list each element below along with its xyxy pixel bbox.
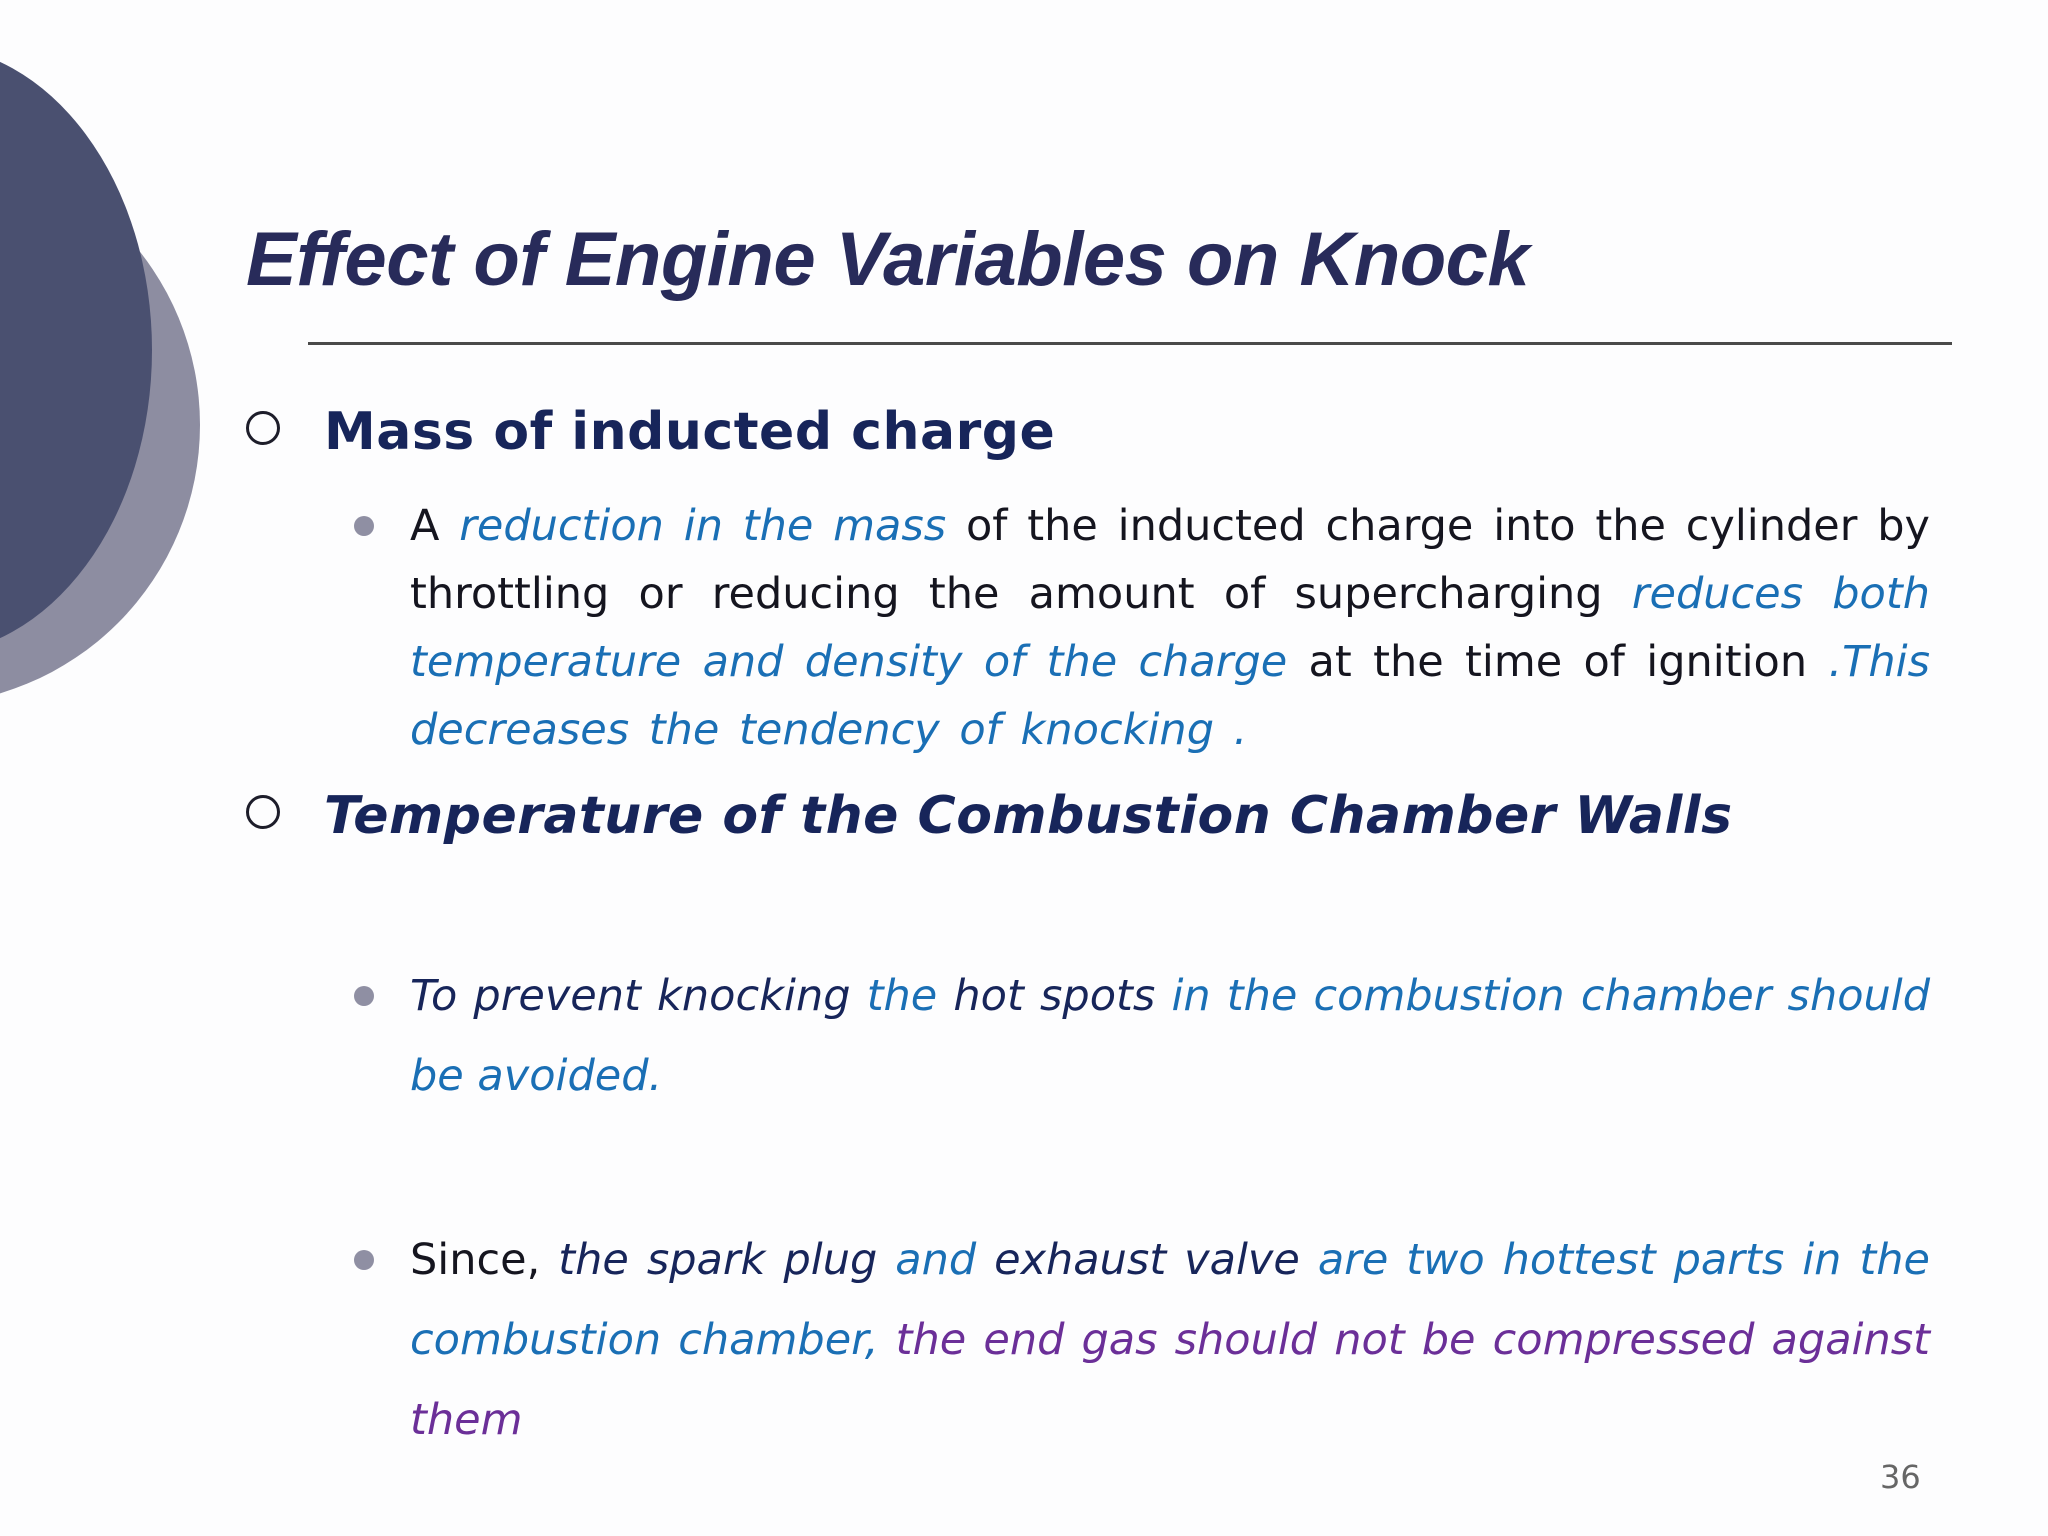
text-run: Since,: [410, 1235, 559, 1285]
hollow-circle-icon: [246, 411, 280, 445]
bullet-dot-icon: [354, 516, 374, 536]
bullet-dot-icon: [354, 1250, 374, 1270]
text-run: the spark plug: [558, 1235, 896, 1285]
hollow-circle-icon: [246, 795, 280, 829]
bullet-hot-spots: [410, 956, 1930, 1116]
bullet-mass-reduction: [410, 492, 1930, 764]
text-run-emphasis: in the combustion chamber should be avoided.: [410, 971, 1931, 1101]
text-run-emphasis: and: [895, 1235, 977, 1285]
text-run-emphasis: .This decreases the tendency of knocking .: [410, 637, 1930, 755]
bullet-spark-plug: [410, 1220, 1930, 1460]
text-run: hot spots: [937, 971, 1172, 1021]
section-heading-label: Mass of inducted charge: [324, 402, 1056, 462]
text-run: A: [410, 501, 460, 551]
text-run: of the inducted charge into the cylinder by throttling or reducing the amount of supercharging: [410, 501, 1930, 619]
text-run: at the time of ignition: [1287, 637, 1829, 687]
text-run: exhaust valve: [976, 1235, 1318, 1285]
bullet-dot-icon: [354, 986, 374, 1006]
text-run-emphasis: the: [866, 971, 938, 1021]
section-heading-mass: [246, 402, 1055, 462]
section-heading-label: Temperature of the Combustion Chamber Walls: [324, 786, 1733, 846]
text-run: To prevent knocking: [410, 971, 867, 1021]
section-heading-temperature: [246, 786, 1733, 846]
title-divider: [308, 342, 1952, 345]
page-number: 36: [1880, 1458, 1921, 1496]
text-run-emphasis-purple: the end gas should not be compressed against them: [410, 1315, 1931, 1445]
slide-title: Effect of Engine Variables on Knock: [246, 217, 1530, 302]
text-run-emphasis: are two hottest parts in the combustion chamber,: [410, 1235, 1930, 1365]
text-run-emphasis: reduction in the mass: [459, 501, 947, 551]
text-run-emphasis: reduces both temperature and density of the charge: [410, 569, 1930, 687]
